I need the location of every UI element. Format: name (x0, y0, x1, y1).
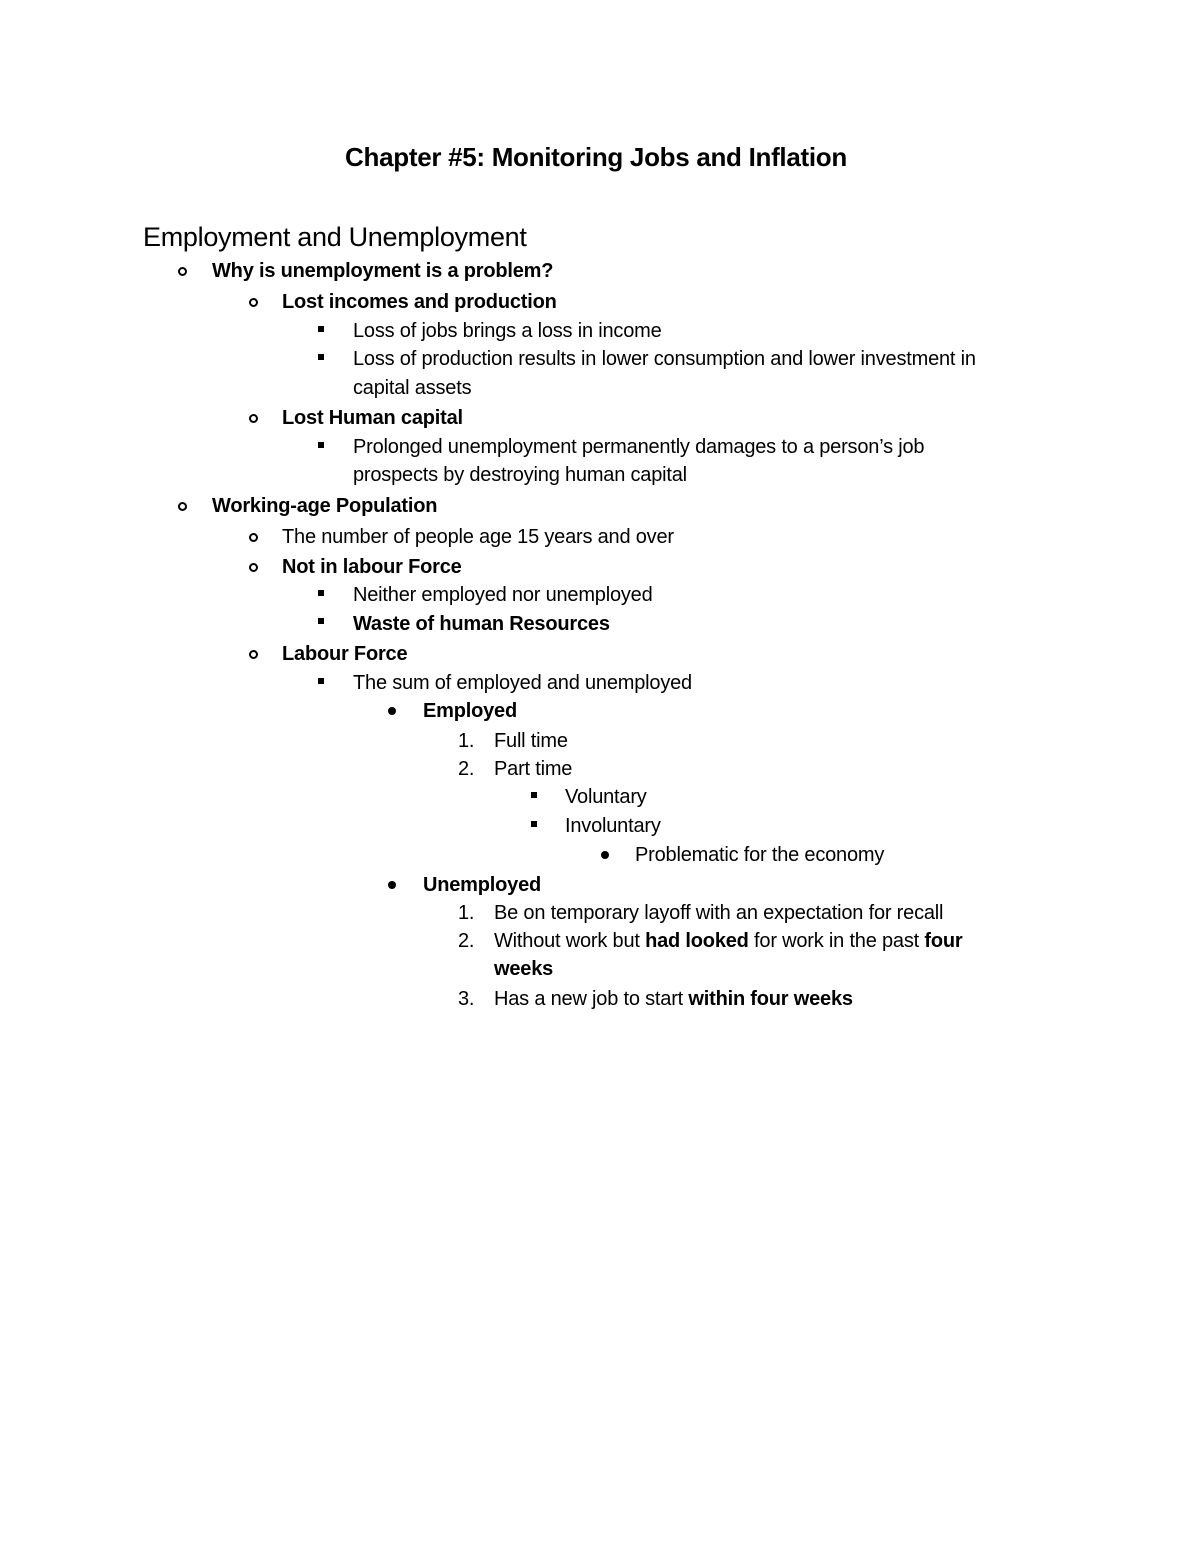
circle-bullet-icon (249, 414, 258, 423)
list-item: Be on temporary layoff with an expectation for recall (494, 902, 944, 924)
list-item-continuation: prospects by destroying human capital (353, 464, 687, 486)
page-title: Chapter #5: Monitoring Jobs and Inflation (345, 142, 847, 172)
list-item: Problematic for the economy (635, 844, 885, 866)
square-bullet-icon (318, 442, 324, 448)
list-item-continuation: weeks (494, 958, 554, 980)
text-run-bold: had looked (645, 930, 749, 952)
list-item: Lost incomes and production (282, 291, 557, 313)
list-number: 2. (458, 758, 475, 780)
list-number: 2. (458, 930, 475, 952)
list-item: The number of people age 15 years and over (282, 526, 674, 548)
dot-bullet-icon (601, 851, 609, 859)
list-item: Voluntary (565, 786, 647, 808)
list-item-continuation: capital assets (353, 377, 472, 399)
list-item: Waste of human Resources (353, 613, 610, 635)
text-run: for work in the past (748, 930, 925, 952)
list-item: Lost Human capital (282, 407, 463, 429)
list-item (494, 985, 853, 1014)
square-bullet-icon (318, 618, 324, 624)
dot-bullet-icon (388, 707, 396, 715)
text-run: Has a new job to start (494, 988, 689, 1010)
square-bullet-icon (318, 590, 324, 596)
circle-bullet-icon (178, 502, 187, 511)
square-bullet-icon (318, 354, 324, 360)
text-run: Without work but (494, 930, 646, 952)
list-item: Unemployed (423, 874, 542, 896)
list-item: Involuntary (565, 815, 661, 837)
circle-bullet-icon (178, 267, 187, 276)
list-item: Not in labour Force (282, 556, 462, 578)
list-item: The sum of employed and unemployed (353, 672, 692, 694)
list-item: Working-age Population (212, 495, 438, 517)
list-item: Loss of jobs brings a loss in income (353, 320, 662, 342)
list-item: Prolonged unemployment permanently damages to a person’s job (353, 436, 925, 458)
text-run-bold: four (924, 930, 963, 952)
circle-bullet-icon (249, 298, 258, 307)
circle-bullet-icon (249, 650, 258, 659)
circle-bullet-icon (249, 533, 258, 542)
text-run-bold: within four weeks (688, 988, 853, 1010)
square-bullet-icon (531, 821, 537, 827)
list-item: Why is unemployment is a problem? (212, 260, 554, 282)
list-item: Employed (423, 700, 517, 722)
list-item: Part time (494, 758, 573, 780)
square-bullet-icon (318, 326, 324, 332)
list-item: Loss of production results in lower consumption and lower investment in (353, 348, 976, 370)
square-bullet-icon (318, 678, 324, 684)
list-number: 1. (458, 902, 475, 924)
square-bullet-icon (531, 792, 537, 798)
list-item: Neither employed nor unemployed (353, 584, 653, 606)
section-heading: Employment and Unemployment (143, 222, 527, 252)
list-item: Full time (494, 730, 568, 752)
list-number: 1. (458, 730, 475, 752)
list-number: 3. (458, 988, 475, 1010)
list-item (494, 927, 962, 956)
dot-bullet-icon (388, 881, 396, 889)
list-item: Labour Force (282, 643, 408, 665)
circle-bullet-icon (249, 563, 258, 572)
